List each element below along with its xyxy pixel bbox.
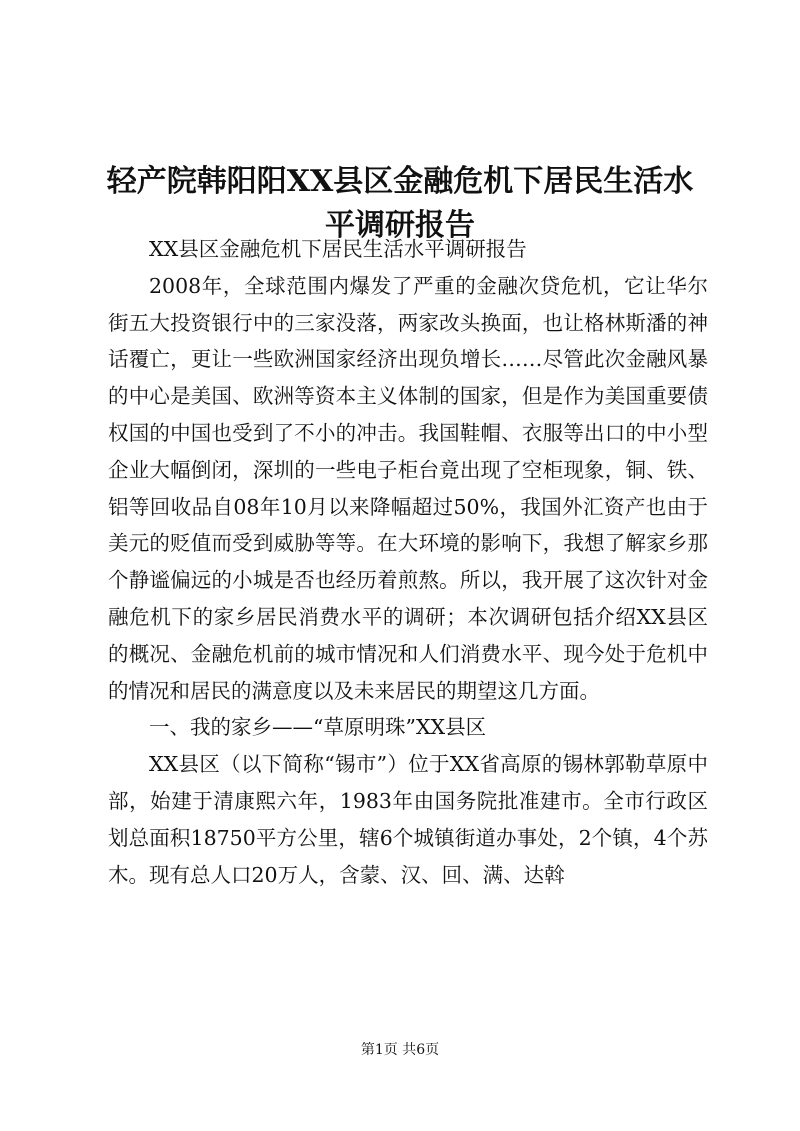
intro-paragraph: 2008年，全球范围内爆发了严重的金融次贷危机，它让华尔街五大投资银行中的三家没落，两家改头换面，也让格林斯潘的神话覆亡，更让一些欧洲国家经济出现负增长……尽管此次金融风暴的中心是美国、欧洲等资本主义体制的国家，但是作为美国重要债权国的中国也受到了不小的冲击。我国鞋帽、衣服等出口的中小型企业大幅倒闭，深圳的一些电子柜台竟出现了空柜现象，铜、铁、铝等回收品自08年10月以来降幅超过50%，我国外汇资产也由于美元的贬值而受到威胁等等。在大环境的影响下，我想了解家乡那个静谧偏远的小城是否也经历着煎熬。所以，我开展了这次针对金融危机下的家乡居民消费水平的调研；本次调研包括介绍XX县区的概况、金融危机前的城市情况和人们消费水平、现今处于危机中的情况和居民的满意度以及未来居民的期望这几方面。 [108,273,708,703]
document-body [108,231,708,893]
section-heading: 一、我的家乡——“草原明珠”XX县区 [149,715,487,740]
document-title: 轻产院韩阳阳XX县区金融危机下居民生活水平调研报告 [106,164,694,244]
hometown-paragraph: XX县区（以下简称“锡市”）位于XX省高原的锡林郭勒草原中部，始建于清康熙六年，1983年由国务院批准建市。全市行政区划总面积18750平方公里，辖6个城镇街道办事处，2个镇，4个苏木。现有总人口20万人，含蒙、汉、回、满、达斡 [108,752,708,887]
page-footer: 第1页 共6页 [360,1042,440,1058]
subtitle-paragraph: XX县区金融危机下居民生活水平调研报告 [149,237,527,261]
